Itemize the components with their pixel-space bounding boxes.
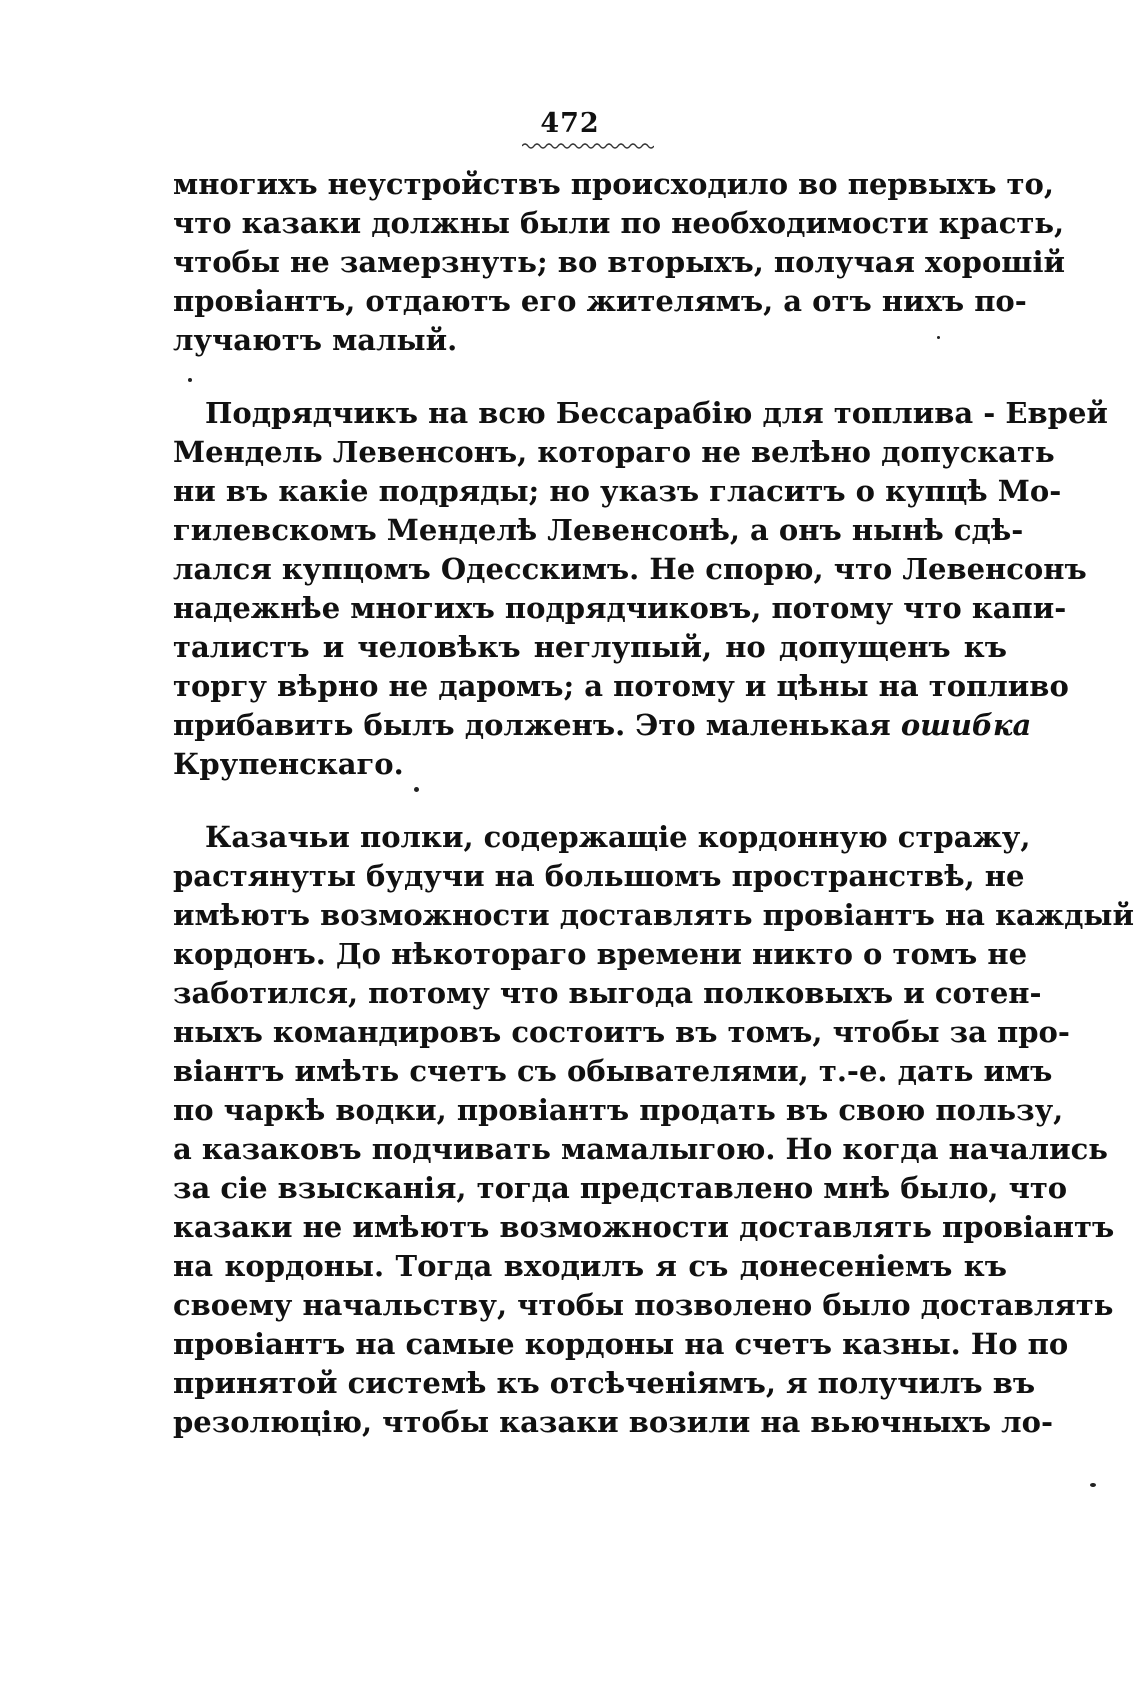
emphasized-word: ошибка — [900, 708, 1032, 742]
text-line-with-emphasis — [173, 703, 1032, 747]
text-line: заботился, потому что выгода полковыхъ и сотен- — [173, 976, 1042, 1010]
text-line: лучаютъ малый. — [173, 323, 458, 357]
text-line: ныхъ командировъ состоитъ въ томъ, чтобы за про- — [173, 1015, 1070, 1049]
text-line: провіантъ на самые кордоны на счетъ казны. Но по — [173, 1327, 1069, 1361]
text-line: а казаковъ подчивать мамалыгою. Но когда начались — [173, 1132, 1108, 1166]
text-line-start: прибавить былъ долженъ. Это маленькая — [173, 708, 891, 742]
text-line: своему начальству, чтобы позволено было доставлять — [173, 1288, 1114, 1322]
page-number-wavy-rule — [522, 142, 654, 150]
text-line: провіантъ, отдаютъ его жителямъ, а отъ нихъ по- — [173, 284, 1027, 318]
text-line: на кордоны. Тогда входилъ я съ донесеніемъ къ — [173, 1249, 1007, 1283]
text-line: по чаркѣ водки, провіантъ продать въ свою пользу, — [173, 1093, 1064, 1127]
text-line: резолюцію, чтобы казаки возили на вьючныхъ ло- — [173, 1405, 1053, 1439]
text-line: гилевскомъ Менделѣ Левенсонѣ, а онъ нынѣ сдѣ- — [173, 513, 1024, 547]
text-line: Казачьи полки, содержащіе кордонную стражу, — [205, 820, 1031, 854]
text-line: чтобы не замерзнуть; во вторыхъ, получая хорошій — [173, 245, 1065, 279]
text-line: Мендель Левенсонъ, котораго не велѣно допускать — [173, 435, 1055, 469]
text-line: ни въ какіе подряды; но указъ гласитъ о купцѣ Мо- — [173, 474, 1062, 508]
text-line: Подрядчикъ на всю Бессарабію для топлива - Еврей — [205, 396, 1108, 430]
text-line: віантъ имѣть счетъ съ обывателями, т.-е. дать имъ — [173, 1054, 1053, 1088]
text-line: за сіе взысканія, тогда представлено мнѣ было, что — [173, 1171, 1068, 1205]
text-line: казаки не имѣютъ возможности доставлять провіантъ — [173, 1210, 1115, 1244]
text-line: имѣютъ возможности доставлять провіантъ на каждый — [173, 898, 1134, 932]
text-line: лался купцомъ Одесскимъ. Не спорю, что Левенсонъ — [173, 552, 1087, 586]
print-speck — [414, 787, 419, 792]
page-number: 472 — [540, 108, 600, 139]
text-line: принятой системѣ къ отсѣченіямъ, я получилъ въ — [173, 1366, 1036, 1400]
print-speck — [188, 378, 192, 382]
text-line: кордонъ. До нѣкотораго времени никто о томъ не — [173, 937, 1028, 971]
text-line: торгу вѣрно не даромъ; а потому и цѣны на топливо — [173, 669, 1069, 703]
text-line: многихъ неустройствъ происходило во первыхъ то, — [173, 167, 1054, 201]
text-line: талистъ и человѣкъ неглупый, но допущенъ къ — [173, 630, 1007, 664]
print-speck — [1090, 1483, 1096, 1487]
print-speck — [937, 336, 940, 339]
text-line: что казаки должны были по необходимости красть, — [173, 206, 1065, 240]
text-line: растянуты будучи на большомъ пространствѣ, не — [173, 859, 1025, 893]
text-line: Крупенскаго. — [173, 747, 404, 781]
text-line: надежнѣе многихъ подрядчиковъ, потому что капи- — [173, 591, 1067, 625]
